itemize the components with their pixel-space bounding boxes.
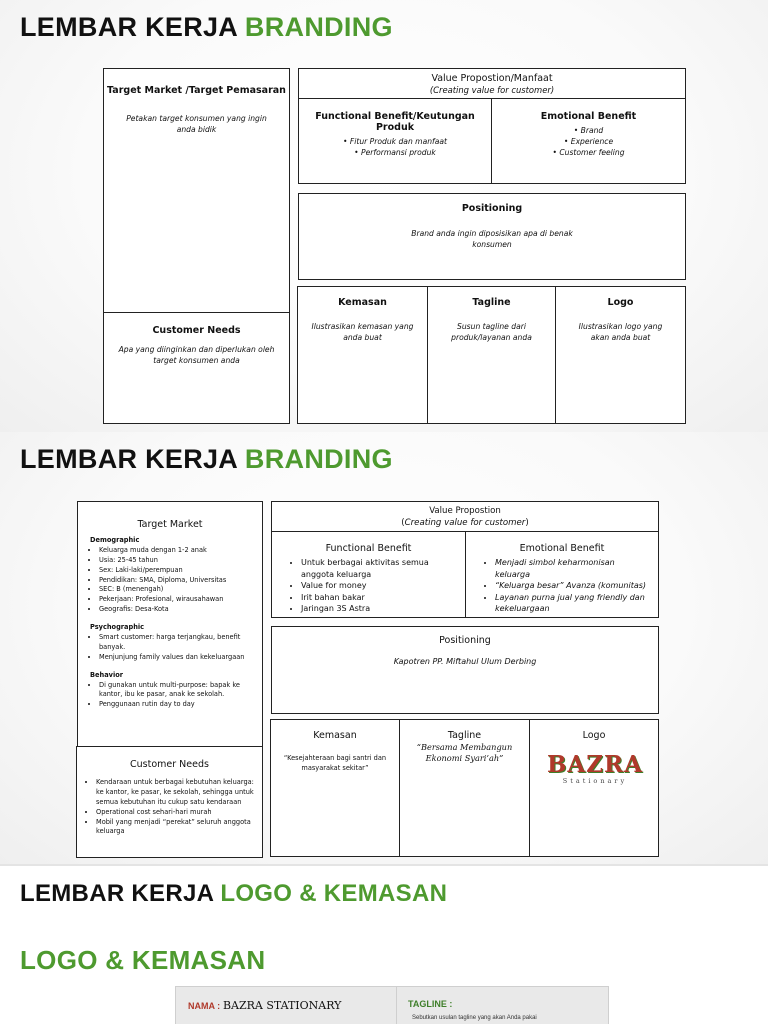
customer-needs-list-wrap [87, 778, 256, 837]
emotional-title: Emotional Benefit [519, 543, 605, 554]
heading-main: LEMBAR KERJA [20, 880, 214, 907]
value-prop-box [298, 68, 686, 99]
value-prop-subtitle-text: Creating value for customer [433, 85, 551, 95]
emotional-benefit-box [465, 531, 659, 618]
logo-box [529, 719, 659, 857]
heading-main: LEMBAR KERJA [20, 444, 238, 474]
psychographic-list [90, 633, 256, 663]
positioning-title: Positioning [439, 635, 491, 646]
functional-title: Functional Benefit/Keutungan Produk [315, 111, 475, 133]
list-item: • Usia: 25-45 tahun [99, 556, 256, 566]
list-item: • Penggunaan rutin day to day [99, 700, 256, 710]
emotional-item: • Brand [573, 126, 604, 135]
target-market-desc: Petakan target konsumen yang ingin anda bidik [126, 114, 267, 134]
value-prop-title: Value Propostion/Manfaat [431, 73, 553, 84]
list-item: • Menjunjung family values dan kekeluargaan [99, 653, 256, 663]
heading-accent: BRANDING [244, 12, 393, 42]
emotional-list [486, 557, 652, 615]
emotional-benefit-box [491, 98, 686, 184]
list-item: • Irit bahan bakar [301, 592, 457, 604]
emotional-item: • Experience [563, 137, 614, 146]
heading-accent: LOGO & KEMASAN [220, 880, 448, 907]
group-label-psychographic: Psychographic [90, 623, 145, 632]
emotional-list [492, 125, 685, 158]
emotional-list-wrap [486, 557, 652, 615]
tagline-title: Tagline [472, 297, 511, 308]
logo-sub-text: Stationary [562, 777, 628, 785]
emotional-title: Emotional Benefit [540, 111, 637, 122]
tagline-box [399, 719, 530, 857]
target-market-details [90, 536, 256, 710]
functional-item: • Performansi produk [354, 148, 436, 157]
group-label-demographic: Demographic [90, 536, 140, 544]
slide-heading [20, 12, 393, 43]
functional-list [292, 557, 457, 615]
list-item: • Layanan purna jual yang friendly dan kekeluargaan [495, 592, 652, 615]
list-item: • Pendidikan: SMA, Diploma, Universitas [99, 576, 256, 586]
nama-field [188, 999, 341, 1012]
value-prop-subtitle-text: Creating value for customer [404, 518, 526, 529]
slide-branding-filled [0, 432, 768, 864]
logo-brand-text: BAZRA [546, 751, 644, 778]
heading-accent: BRANDING [244, 444, 393, 474]
kemasan-box [270, 719, 400, 857]
list-item: • Operational cost sehari-hari murah [96, 808, 256, 818]
emotional-item: • Customer feeling [552, 148, 625, 157]
nama-label: NAMA : [188, 1001, 221, 1011]
positioning-box [298, 193, 686, 280]
slide-logo-kemasan [0, 866, 768, 1024]
demographic-list [90, 546, 256, 615]
list-item: • Kendaraan untuk berbagai kebutuhan keluarga: ke kantor, ke pasar, ke sekolah, sehingga untuk semua kebutuhan itu cukup satu kendaraan [96, 778, 256, 808]
target-market-title: Target Market /Target Pemasaran [107, 85, 286, 96]
tagline-desc: Susun tagline dari produk/layanan anda [451, 322, 532, 342]
target-market-box [77, 501, 263, 747]
customer-needs-list [87, 778, 256, 837]
list-item: • Value for money [301, 580, 457, 592]
customer-needs-title: Customer Needs [130, 759, 209, 770]
positioning-desc: Brand anda ingin diposisikan apa di benak konsumen [411, 229, 573, 249]
customer-needs-desc: Apa yang diinginkan dan diperlukan oleh target konsumen anda [118, 345, 275, 365]
functional-benefit-box [298, 98, 492, 184]
kemasan-desc: “Kesejahteraan bagi santri dan masyarakat sekitar” [283, 754, 387, 772]
tagline-label: TAGLINE : [408, 999, 453, 1009]
list-item: • SEC: B (menengah) [99, 585, 256, 595]
customer-needs-title: Customer Needs [152, 325, 241, 336]
kemasan-desc: Ilustrasikan kemasan yang anda buat [311, 322, 414, 342]
tagline-box [427, 286, 556, 424]
value-prop-box [271, 501, 659, 532]
behavior-list [90, 681, 256, 711]
kemasan-title: Kemasan [338, 297, 387, 308]
list-item: • Pekerjaan: Profesional, wirausahawan [99, 595, 256, 605]
customer-needs-box [103, 312, 290, 424]
group-label-behavior: Behavior [90, 670, 123, 679]
positioning-title: Positioning [461, 203, 523, 214]
list-item: • Geografis: Desa-Kota [99, 605, 256, 615]
list-item: • Untuk berbagai aktivitas semua anggota keluarga [301, 557, 457, 580]
positioning-box [271, 626, 659, 714]
bazra-logo [542, 753, 648, 785]
nama-value: BAZRA STATIONARY [222, 999, 342, 1012]
list-item: • Sex: Laki-laki/perempuan [99, 566, 256, 576]
logo-box [555, 286, 686, 424]
customer-needs-box [76, 746, 263, 858]
list-item: • “Keluarga besar” Avanza (komunitas) [495, 580, 652, 592]
form-divider [396, 987, 397, 1024]
tagline-hint: Sebutkan usulan tagline yang akan Anda pakai [412, 1015, 537, 1021]
list-item: • Di gunakan untuk multi-purpose: bapak ke kantor, ibu ke pasar, anak ke sekolah. [99, 681, 256, 701]
kemasan-box [297, 286, 428, 424]
functional-list [299, 136, 491, 158]
functional-title: Functional Benefit [325, 543, 412, 554]
list-item: • Keluarga muda dengan 1-2 anak [99, 546, 256, 556]
logo-desc: Ilustrasikan logo yang akan anda buat [578, 322, 663, 342]
list-item: • Menjadi simbol keharmonisan keluarga [495, 557, 652, 580]
functional-benefit-box [271, 531, 466, 618]
logo-title: Logo [582, 730, 606, 741]
tagline-title: Tagline [447, 730, 482, 741]
form-header-bar [175, 986, 609, 1024]
value-prop-title: Value Propostion [429, 506, 501, 516]
list-item: • Smart customer: harga terjangkau, benefit banyak. [99, 633, 256, 653]
slide-branding-template [0, 0, 768, 432]
slide-heading [20, 880, 447, 908]
slide-heading [20, 444, 393, 475]
target-market-title: Target Market [137, 519, 203, 530]
list-item: • Jaringan 3S Astra [301, 603, 457, 615]
positioning-desc: Kapotren PP. Miftahul Ulum Derbing [393, 657, 537, 666]
list-item: • Mobil yang menjadi “perekat” seluruh anggota keluarga [96, 818, 256, 838]
functional-item: • Fitur Produk dan manfaat [342, 137, 447, 146]
section-heading: LOGO & KEMASAN [20, 945, 266, 975]
heading-main: LEMBAR KERJA [20, 12, 238, 42]
target-market-box [103, 68, 290, 313]
value-prop-subtitle: (Creating value for customer) [429, 85, 555, 95]
logo-title: Logo [607, 297, 634, 308]
value-prop-subtitle: (Creating value for customer) [401, 518, 529, 529]
tagline-desc: “Bersama Membangun Ekonomi Syari’ah” [416, 742, 513, 764]
kemasan-title: Kemasan [313, 730, 357, 741]
functional-list-wrap [292, 557, 457, 615]
